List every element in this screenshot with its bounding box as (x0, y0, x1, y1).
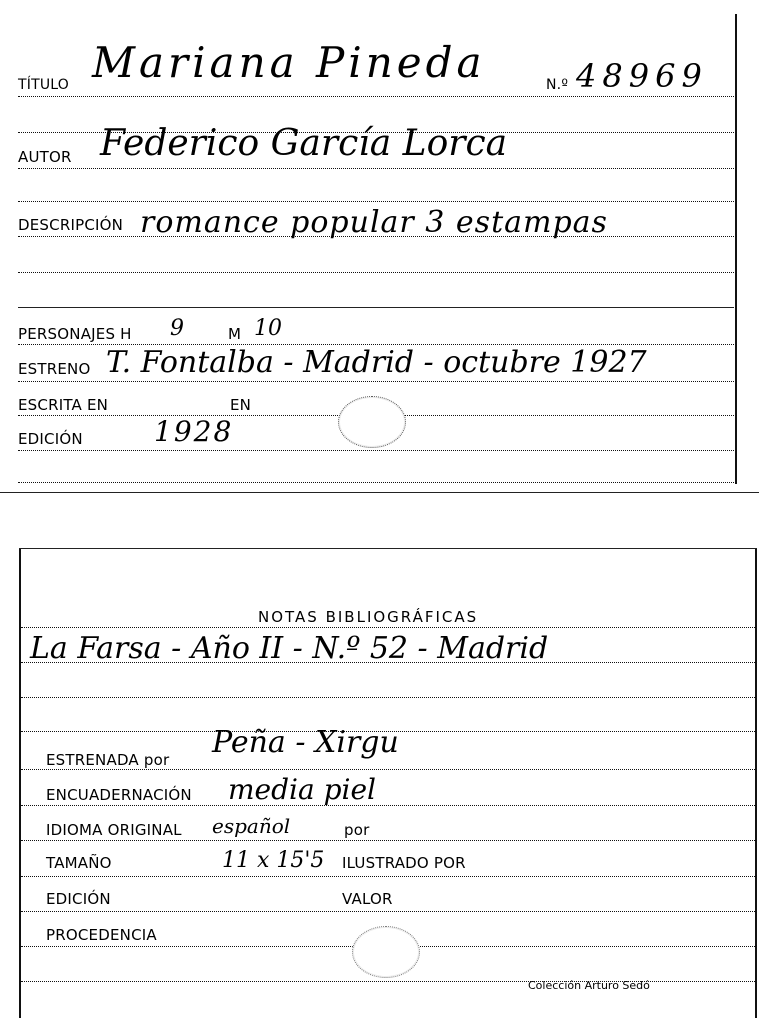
label-procedencia: PROCEDENCIA (46, 926, 157, 944)
label-personajes-h: PERSONAJES H (18, 325, 132, 343)
value-notas: La Farsa - Año II - N.º 52 - Madrid (30, 631, 549, 666)
card-left-edge (19, 548, 21, 1018)
label-edicion: EDICIÓN (18, 430, 83, 448)
label-edicion: EDICIÓN (46, 890, 111, 908)
value-estreno: T. Fontalba - Madrid - octubre 1927 (106, 345, 647, 380)
collection-footer: Colección Arturo Sedó (528, 979, 650, 992)
value-idioma-original: español (212, 814, 291, 838)
stamp-blot (352, 926, 420, 978)
rule-line (21, 911, 755, 912)
label-notas: NOTAS BIBLIOGRÁFICAS (258, 608, 479, 626)
value-autor: Federico García Lorca (100, 123, 508, 164)
rule-line (21, 876, 755, 877)
label-titulo: TÍTULO (18, 77, 69, 93)
label-numero: N.º (546, 77, 569, 93)
label-escrita-en2: EN (230, 396, 252, 414)
label-escrita-en: ESCRITA EN (18, 396, 109, 414)
label-valor: VALOR (342, 890, 393, 908)
rule-line (21, 805, 755, 806)
value-personajes-h: 9 (170, 316, 184, 341)
value-estrenada-por: Peña - Xirgu (212, 725, 399, 760)
label-estrenada-por: ESTRENADA por (46, 751, 170, 769)
value-titulo: Mariana Pineda (92, 38, 486, 87)
value-descripcion: romance popular 3 estampas (140, 205, 608, 240)
value-tamano: 11 x 15'5 (222, 848, 325, 873)
rule-line (21, 840, 755, 841)
label-descripcion: DESCRIPCIÓN (18, 216, 124, 234)
label-idioma-por: por (344, 821, 370, 839)
label-tamano: TAMAÑO (46, 854, 112, 872)
card-top-edge (19, 548, 757, 549)
label-ilustrado-por: ILUSTRADO POR (342, 854, 466, 872)
label-estreno: ESTRENO (18, 360, 91, 378)
card-right-edge (755, 548, 757, 1018)
label-encuadernacion: ENCUADERNACIÓN (46, 786, 192, 804)
rule-line (21, 769, 755, 770)
label-autor: AUTOR (18, 148, 72, 166)
label-personajes-m: M (228, 325, 242, 343)
rule-line (21, 697, 755, 698)
value-edicion: 1928 (154, 415, 234, 448)
label-idioma-original: IDIOMA ORIGINAL (46, 821, 182, 839)
rule-line (21, 627, 755, 628)
value-encuadernacion: media piel (228, 773, 376, 806)
value-numero: 48969 (576, 57, 708, 95)
value-personajes-m: 10 (254, 316, 282, 341)
